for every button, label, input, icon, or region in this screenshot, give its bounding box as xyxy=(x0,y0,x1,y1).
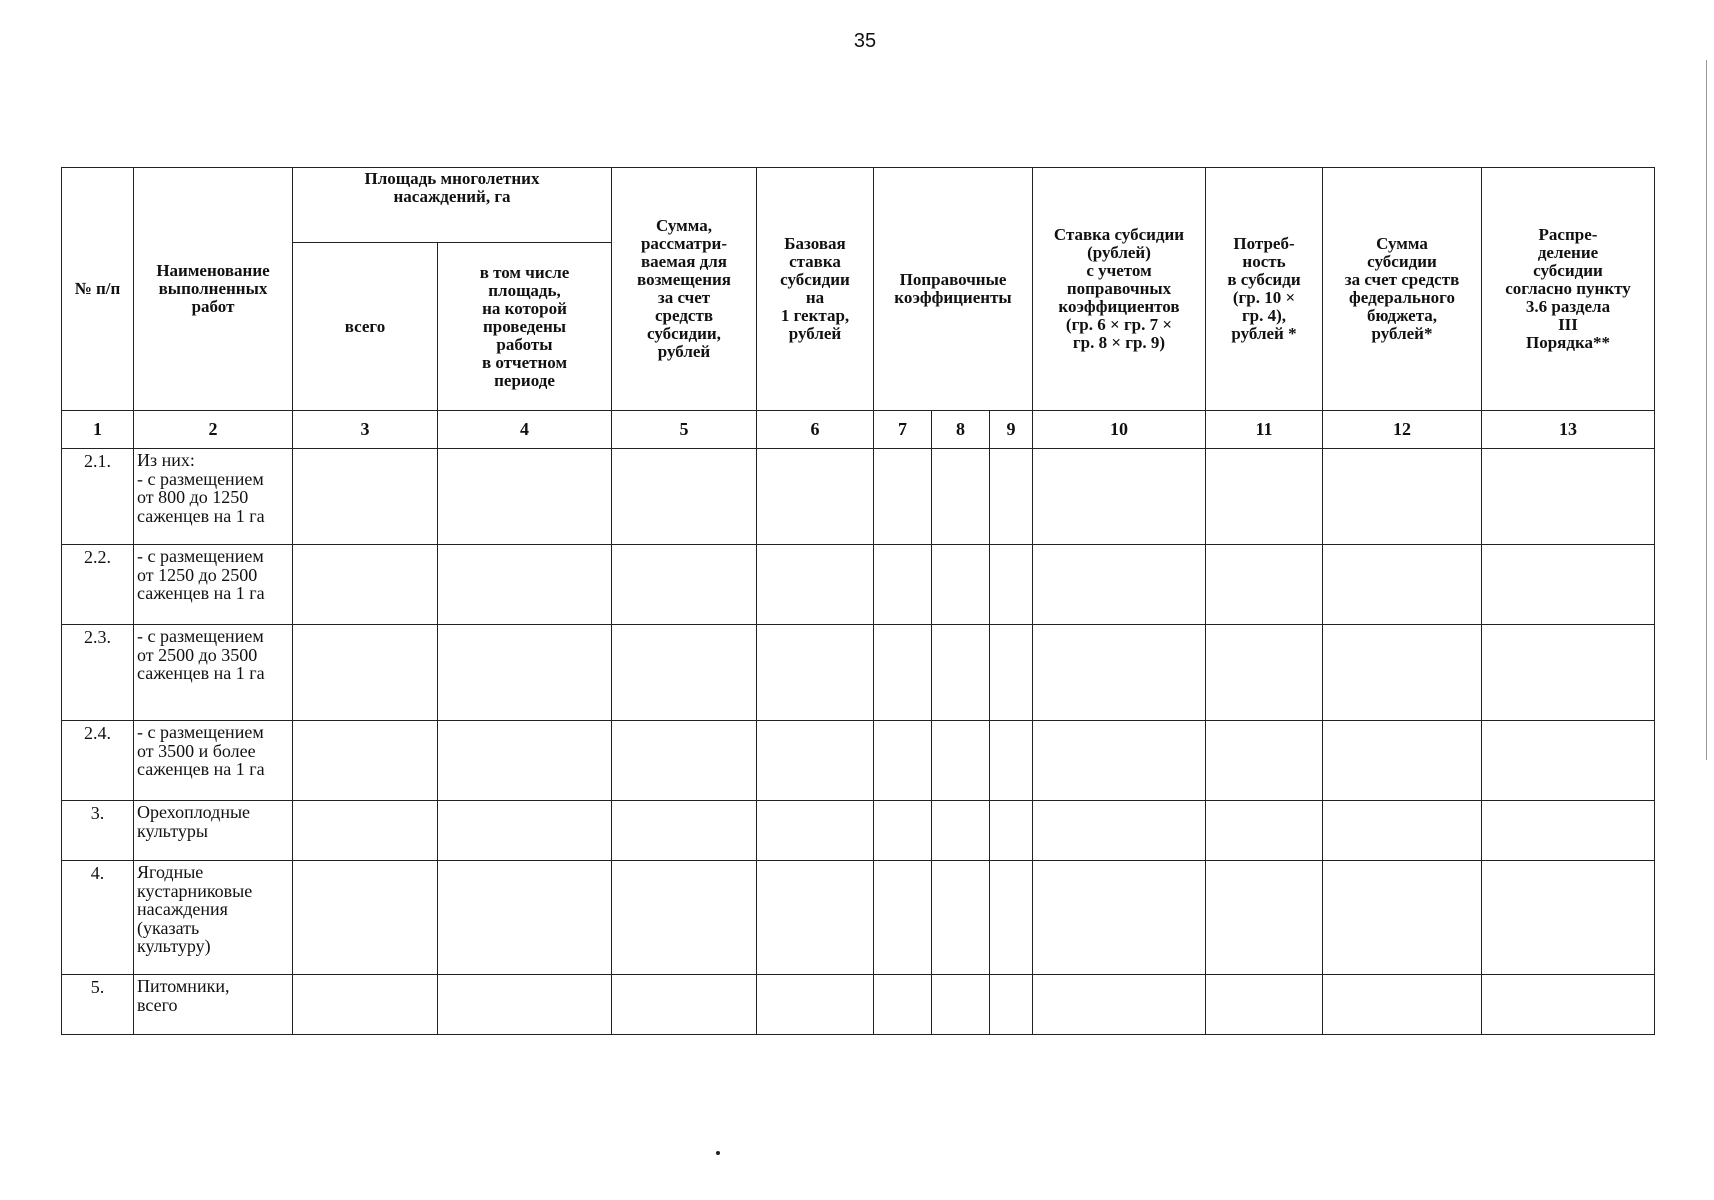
blank-cell xyxy=(438,801,612,861)
blank-cell xyxy=(438,975,612,1035)
blank-cell xyxy=(293,801,438,861)
table-row xyxy=(62,801,1655,861)
column-number: 2 xyxy=(134,411,293,449)
blank-cell xyxy=(932,625,990,721)
row-work-name: Питомники, всего xyxy=(134,975,293,1035)
blank-cell xyxy=(1033,545,1206,625)
blank-cell xyxy=(438,721,612,801)
header-area-reporting: в том числе площадь, на которой проведены работы в отчетном периоде xyxy=(438,243,612,411)
blank-cell xyxy=(1482,545,1655,625)
blank-cell xyxy=(612,545,757,625)
table-row xyxy=(62,861,1655,975)
blank-cell xyxy=(612,449,757,545)
blank-cell xyxy=(293,449,438,545)
blank-cell xyxy=(932,449,990,545)
blank-cell xyxy=(757,625,874,721)
blank-cell xyxy=(438,545,612,625)
blank-cell xyxy=(612,801,757,861)
blank-cell xyxy=(874,975,932,1035)
row-work-name: Ягодные кустарниковые насаждения (указать культуру) xyxy=(134,861,293,975)
blank-cell xyxy=(874,861,932,975)
blank-cell xyxy=(990,545,1033,625)
blank-cell xyxy=(932,801,990,861)
table-row xyxy=(62,545,1655,625)
column-number: 7 xyxy=(874,411,932,449)
blank-cell xyxy=(293,861,438,975)
blank-cell xyxy=(757,721,874,801)
blank-cell xyxy=(990,721,1033,801)
blank-cell xyxy=(1482,801,1655,861)
header-area-group: Площадь многолетних насаждений, га xyxy=(293,168,612,243)
column-number: 9 xyxy=(990,411,1033,449)
blank-cell xyxy=(990,975,1033,1035)
blank-cell xyxy=(1206,545,1323,625)
blank-cell xyxy=(293,975,438,1035)
table-row xyxy=(62,721,1655,801)
row-number: 2.4. xyxy=(62,721,134,801)
blank-cell xyxy=(932,721,990,801)
subsidy-calculation-table xyxy=(61,167,1655,1035)
row-number: 5. xyxy=(62,975,134,1035)
header-distribution: Распре- деление субсидии согласно пункту 3.6 раздела III Порядка** xyxy=(1482,168,1655,411)
row-work-name: Из них: - с размещением от 800 до 1250 саженцев на 1 га xyxy=(134,449,293,545)
blank-cell xyxy=(438,861,612,975)
row-number: 3. xyxy=(62,801,134,861)
blank-cell xyxy=(1206,801,1323,861)
row-work-name: - с размещением от 2500 до 3500 саженцев на 1 га xyxy=(134,625,293,721)
table-row xyxy=(62,449,1655,545)
blank-cell xyxy=(1323,625,1482,721)
blank-cell xyxy=(1482,721,1655,801)
scan-speck xyxy=(716,1151,720,1155)
blank-cell xyxy=(1482,861,1655,975)
scan-edge-line xyxy=(1706,60,1707,760)
blank-cell xyxy=(990,449,1033,545)
blank-cell xyxy=(1033,861,1206,975)
blank-cell xyxy=(612,721,757,801)
column-number: 3 xyxy=(293,411,438,449)
column-number: 8 xyxy=(932,411,990,449)
column-number: 11 xyxy=(1206,411,1323,449)
row-number: 4. xyxy=(62,861,134,975)
blank-cell xyxy=(757,449,874,545)
blank-cell xyxy=(293,721,438,801)
blank-cell xyxy=(612,975,757,1035)
blank-cell xyxy=(757,801,874,861)
blank-cell xyxy=(1323,449,1482,545)
blank-cell xyxy=(1323,545,1482,625)
header-coefficients: Поправочные коэффициенты xyxy=(874,168,1033,411)
column-number: 5 xyxy=(612,411,757,449)
blank-cell xyxy=(293,625,438,721)
header-area-total: всего xyxy=(293,243,438,411)
column-number: 1 xyxy=(62,411,134,449)
blank-cell xyxy=(874,545,932,625)
column-number: 6 xyxy=(757,411,874,449)
header-federal-budget: Сумма субсидии за счет средств федерального бюджета, рублей* xyxy=(1323,168,1482,411)
blank-cell xyxy=(1323,861,1482,975)
row-work-name: - с размещением от 3500 и более саженцев на 1 га xyxy=(134,721,293,801)
blank-cell xyxy=(1033,721,1206,801)
header-no: № п/п xyxy=(62,168,134,411)
blank-cell xyxy=(874,801,932,861)
blank-cell xyxy=(612,861,757,975)
row-number: 2.3. xyxy=(62,625,134,721)
blank-cell xyxy=(757,861,874,975)
blank-cell xyxy=(932,861,990,975)
blank-cell xyxy=(1206,861,1323,975)
blank-cell xyxy=(990,801,1033,861)
blank-cell xyxy=(990,625,1033,721)
blank-cell xyxy=(874,625,932,721)
blank-cell xyxy=(438,625,612,721)
blank-cell xyxy=(874,449,932,545)
row-number: 2.1. xyxy=(62,449,134,545)
column-number: 4 xyxy=(438,411,612,449)
blank-cell xyxy=(1206,449,1323,545)
row-work-name: Орехоплодные культуры xyxy=(134,801,293,861)
blank-cell xyxy=(1033,449,1206,545)
row-number: 2.2. xyxy=(62,545,134,625)
page-number: 35 xyxy=(853,30,877,52)
blank-cell xyxy=(1033,801,1206,861)
blank-cell xyxy=(1482,975,1655,1035)
column-number: 10 xyxy=(1033,411,1206,449)
blank-cell xyxy=(1033,975,1206,1035)
column-number: 12 xyxy=(1323,411,1482,449)
blank-cell xyxy=(1323,801,1482,861)
header-need: Потреб- ность в субсиди (гр. 10 × гр. 4), рублей * xyxy=(1206,168,1323,411)
header-name: Наименование выполненных работ xyxy=(134,168,293,411)
blank-cell xyxy=(757,545,874,625)
header-sum-considered: Сумма, рассматри- ваемая для возмещения за счет средств субсидии, рублей xyxy=(612,168,757,411)
blank-cell xyxy=(932,975,990,1035)
table-row xyxy=(62,625,1655,721)
column-number: 13 xyxy=(1482,411,1655,449)
table-row xyxy=(62,975,1655,1035)
blank-cell xyxy=(1323,975,1482,1035)
blank-cell xyxy=(1206,625,1323,721)
blank-cell xyxy=(612,625,757,721)
blank-cell xyxy=(932,545,990,625)
header-base-rate: Базовая ставка субсидии на 1 гектар, рублей xyxy=(757,168,874,411)
blank-cell xyxy=(1323,721,1482,801)
blank-cell xyxy=(293,545,438,625)
header-rate-with-coefficients: Ставка субсидии (рублей) с учетом поправочных коэффициентов (гр. 6 × гр. 7 × гр. 8 × гр. 9) xyxy=(1033,168,1206,411)
blank-cell xyxy=(757,975,874,1035)
blank-cell xyxy=(990,861,1033,975)
blank-cell xyxy=(874,721,932,801)
blank-cell xyxy=(1482,625,1655,721)
blank-cell xyxy=(1482,449,1655,545)
blank-cell xyxy=(438,449,612,545)
blank-cell xyxy=(1033,625,1206,721)
row-work-name: - с размещением от 1250 до 2500 саженцев на 1 га xyxy=(134,545,293,625)
blank-cell xyxy=(1206,975,1323,1035)
blank-cell xyxy=(1206,721,1323,801)
